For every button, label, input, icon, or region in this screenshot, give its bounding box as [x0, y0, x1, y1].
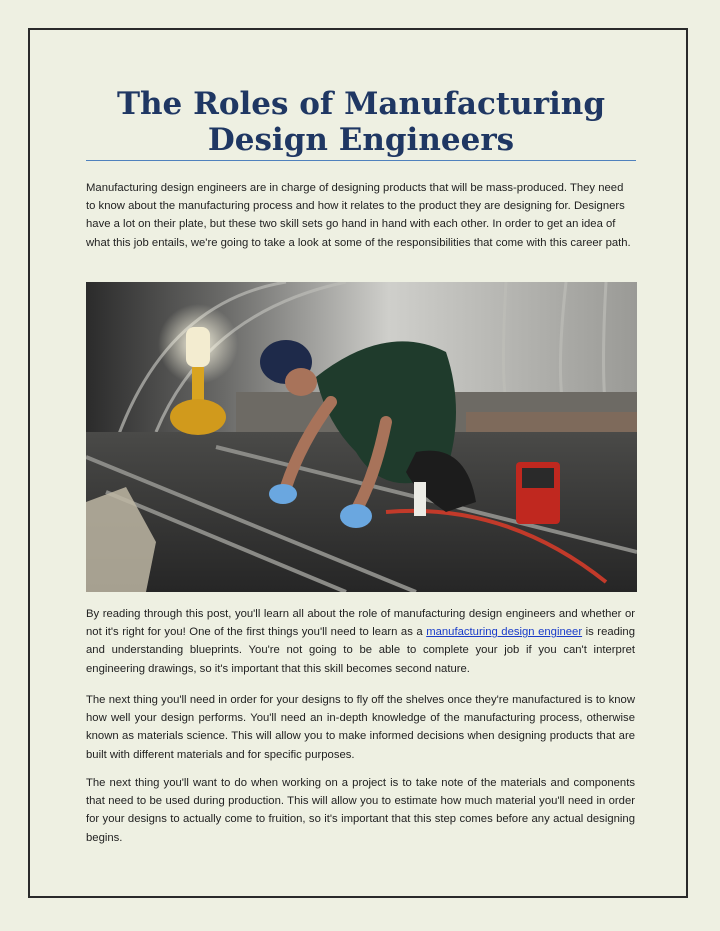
paragraph-blueprints [86, 605, 635, 678]
paragraph-text: is reading and understanding blueprints. You're not going to be able to complete your job if you can't interpret engineering drawings, so it's important that this skill becomes second nature. [86, 626, 635, 675]
paragraph-components: The next thing you'll want to do when working on a project is to take note of the materials and components that need to be used during production. This will allow you to estimate how much material you'll need in order for your designs to actually come to fruition, so it's important that this step comes before any actual designing begins. [86, 777, 635, 844]
intro-paragraph: Manufacturing design engineers are in charge of designing products that will be mass-produced. They need to know about the manufacturing process and how it relates to the product they are designing for. Designers have a lot on their plate, but these two skill sets go hand in hand with each other. In order to get an idea of what this job entails, we're going to take a look at some of the responsibilities that come with this career path. [86, 182, 631, 249]
manufacturing-design-engineer-link[interactable]: manufacturing design engineer [426, 626, 583, 639]
page-title: The Roles of Manufacturing Design Engineers [116, 86, 606, 158]
title-divider [86, 160, 636, 161]
paragraph-materials-science: The next thing you'll need in order for your designs to fly off the shelves once they're manufactured is to know how well your design performs. You'll need an in-depth knowledge of the manufacturing process, otherwise known as materials science. This will allow you to make informed decisions when designing products that are built with different materials and for specific purposes. [86, 694, 635, 761]
paragraph-text: By reading through this post, you'll learn all about the role of manufacturing design engineers and whether or not it's right for you! One of the first things you'll need to learn as a [86, 608, 635, 639]
engineer-working-photo [86, 282, 637, 592]
